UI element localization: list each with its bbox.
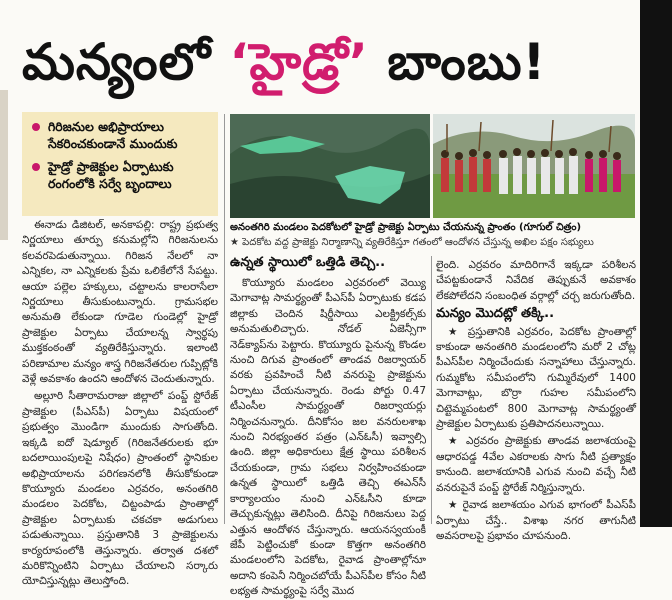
paragraph: ★ ప్రస్తుతానికి ఎర్రవరం, పెదకోట ప్రాంతాల్లో కాకుండా అనంతగిరి మండలంలోని మరో 2 చోట్ల పీఎస్‌పీల నిర్మించేందుకు సన్నాహాలు చేస్తున్నారు. గుమ్మకోట సమీపంలోని గుమ్మిరేవులో 1400 మెగావాట్లు, బొర్రా గుహల సమీపంలోని చిట్టెమ్మపంటలో 800 మెగావాట్ల సామర్థ్యంతో ప్రాజెక్టుల ఏర్పాటుకు ప్రతిపాదనలున్నాయి. — [436, 325, 636, 431]
paragraph: కొయ్యూరు మండలం ఎర్రవరంలో వెయ్యి మెగావాట్ల సామర్థ్యంతో పీఎస్‌పీ ఏర్పాటుకు కడప జిల్లాకు చెందిన షిర్డీసాయి ఎలక్ట్రికల్స్‌కు అనుమతులిచ్చారు. నోడల్ ఏజెన్సీగా నెడ్‌క్యాప్‌ను పెట్టారు. కొయ్యూరు పైనున్న కొండల నుంచి దిగువ ప్రాంతంలో తాండవ రిజర్వాయర్‌ వరకు ప్రవహించే నీటి వనరుపై ప్రాజెక్టును ఏర్పాటు చేయనున్నారు. రెండు పోర్టు 0.47 టీఎంసీల సామర్థ్యంతో రిజర్వాయర్లు నిర్మించనున్నారు. దీనికోసం జల వనరులశాఖ నుంచి నిరభ్యంతర పత్రం (ఎన్‌ఓసీ) ఇవ్వాల్సి ఉంది. జిల్లా అధికారులు క్షేత్ర స్థాయి పరిశీలన చేయకుండా, గ్రామ సభలు నిర్వహించకుండా ఉన్నత స్థాయిలో ఒత్తిడి తెచ్చి ఈఎన్‌సీ కార్యాలయం నుంచి ఎన్‌ఓసీని కూడా తెచ్చుకున్నట్లు తెలిసింది. దీనిపై గిరిజనులు పెద్ద ఎత్తున ఆందోళన చేస్తున్నారు. ఆయనస్వయంకీ జేపీ పెట్టించుకో కుండా కొత్తగా అనంతగిరి మండలంలోని పెదకోట, రైవాడ ప్రాంతాల్లోనూ అదాని కంపెనీ నిర్మించబోయే పీఎస్‌పీల కోసం నీటి లభ్యత సామర్థ్యంపై సర్వే మొద — [230, 277, 426, 598]
column-divider — [224, 114, 225, 524]
page-edge — [640, 0, 672, 527]
tribal-protest-group-photo — [433, 114, 635, 218]
section-subtitle: ఉన్నత స్థాయిలో ఒత్తిడి తెచ్చి.. — [230, 255, 386, 270]
protest-group-icon — [433, 114, 635, 218]
column-divider — [431, 256, 432, 524]
article-column-3 — [436, 258, 636, 542]
headline-main: మన్యంలో — [22, 33, 230, 91]
paragraph: అల్లూరి సీతారామరాజు జిల్లాలో పంప్డ్ స్టోరేజ్ ప్రాజెక్టుల (పీఎస్‌పీ) ఏర్పాటు విషయంలో ప్రభుత్వం మొండిగా ముందుకు సాగుతోంది. ఇక్కడి ఐదో షెడ్యూల్ (గిరిజనేతరులకు భూ బదలాయింపులపై నిషేధం) ప్రాంతంలో స్థానికుల అభిప్రాయాలను పరిగణనలోకి తీసుకోకుండా కొయ్యూరు మండలం ఎర్రవరం, అనంతగిరి మండలం పెదకోట, చిట్టంపాడు ప్రాంతాల్లో ప్రాజెక్టుల ఏర్పాటుకు చకచకా అడుగులు పడుతున్నాయి. ప్రస్తుతానికి 3 ప్రాజెక్టులను కార్యరూపంలోకి తెస్తున్నారు. తర్వాత దశలో మరికొన్నింటిని ఏర్పాటు చేయాలని సర్కారు యోచిస్తున్నట్లు తెలుస్తోంది. — [22, 390, 218, 588]
paragraph: ఈనాడు డిజిటల్, అనకాపల్లి: రాష్ట్ర ప్రభుత్వ నిర్ణయాలు తూర్పు కనుమల్లోని గిరిజనులను కలవరపెడుతున్నాయి. గిరిజన నేలలో నా ఎన్నికల, నా ఎన్నికలకు ప్రేమ ఒలికేలోనే సేపట్టు. ఆయా పల్లెల హక్కులు, చట్టాలను కాలరాసేలా నిర్ణయాలు తీసుకుంటున్నారు. గ్రామసభల అనుమతి లేకుండా గూడెల గుండెల్లో హైడ్రో ప్రాజెక్టుల ఏర్పాటు చేయాలన్న స్వార్థపు ముక్తకంఠంతో వ్యతిరేకిస్తున్నారు. ఇలాంటి పరిణామాల మన్యం శాస్త్ర గిరిజనేతరుల గుప్పిట్లోకి వెళ్లే అవకాశం ఉందని ఆందోళన చెందుతున్నారు. — [22, 219, 218, 386]
highlight-text: హైడ్రో ప్రాజెక్టుల ఏర్పాటుకు రంగంలోకి సర్వే బృందాలు — [48, 159, 174, 191]
section-subtitle: మన్యం మొదట్లో తక్కి.. — [436, 306, 555, 322]
mountain-landscape-photo — [230, 114, 430, 218]
paragraph: లైంది. ఎర్రవరం మాదిరిగానే ఇక్కడా పరిశీలన చేపట్టకుండానే నివేదిక తెప్పుకునే అవకాశం లేకపోలేదని సంబంధిత వర్గాల్లో చర్చ జరుగుతోంది. — [436, 259, 636, 302]
mountain-landscape-icon — [230, 114, 430, 218]
highlight-text: గిరిజనుల అభిప్రాయాలు సేకరించకుండానే ముందుకు — [48, 119, 178, 151]
headline-end: బాంబు! — [368, 33, 547, 91]
paragraph: ★ ఎర్రవరం ప్రాజెక్టుకు తాండవ జలాశయంపై ఆధారపడ్డ 4వేల ఎకరాలకు సాగు నీటి ప్రత్యాక్షం కానుంది. జలాశయానికి ఎగువ నుంచి వచ్చే నీటి వనరుపైనే పంప్డ్ స్టోరేజ్ నిర్మిస్తున్నారు. — [436, 435, 636, 494]
bullet-icon — [32, 123, 40, 131]
bullet-icon — [32, 163, 40, 171]
highlight-item — [22, 152, 218, 192]
headline-quoted: ‘హైడ్రో’ — [229, 33, 369, 91]
photo-caption — [230, 220, 636, 250]
article-column-2 — [230, 276, 426, 598]
adjacent-page-edge — [0, 90, 8, 240]
article-column-1 — [22, 218, 218, 588]
paragraph: ★ రైవాడ జలాశయం ఎగువ భాగంలో పీఎస్‌పీ ఏర్పాటు చేస్తే.. విశాఖ నగర తాగునీటి అవసరాలపై ప్రభావం చూపనుంది. — [436, 499, 636, 542]
caption-line-1: అనంతగిరి మండలం పెదకోట‌లో హైడ్రో ప్రాజెక్టు ఏర్పాటు చేయనున్న ప్రాంతం (గూగుల్ చిత్రం) — [230, 222, 582, 233]
highlights-box — [22, 112, 218, 216]
headline — [22, 18, 632, 106]
highlight-item — [22, 112, 218, 152]
caption-line-2: ★ పెదకోట వద్ద ప్రాజెక్టు నిర్మాణాన్ని వ్యతిరేకిస్తూ గతంలో ఆందోళన చేస్తున్న అఖిల పక్షం సభ్యులు — [230, 237, 594, 248]
